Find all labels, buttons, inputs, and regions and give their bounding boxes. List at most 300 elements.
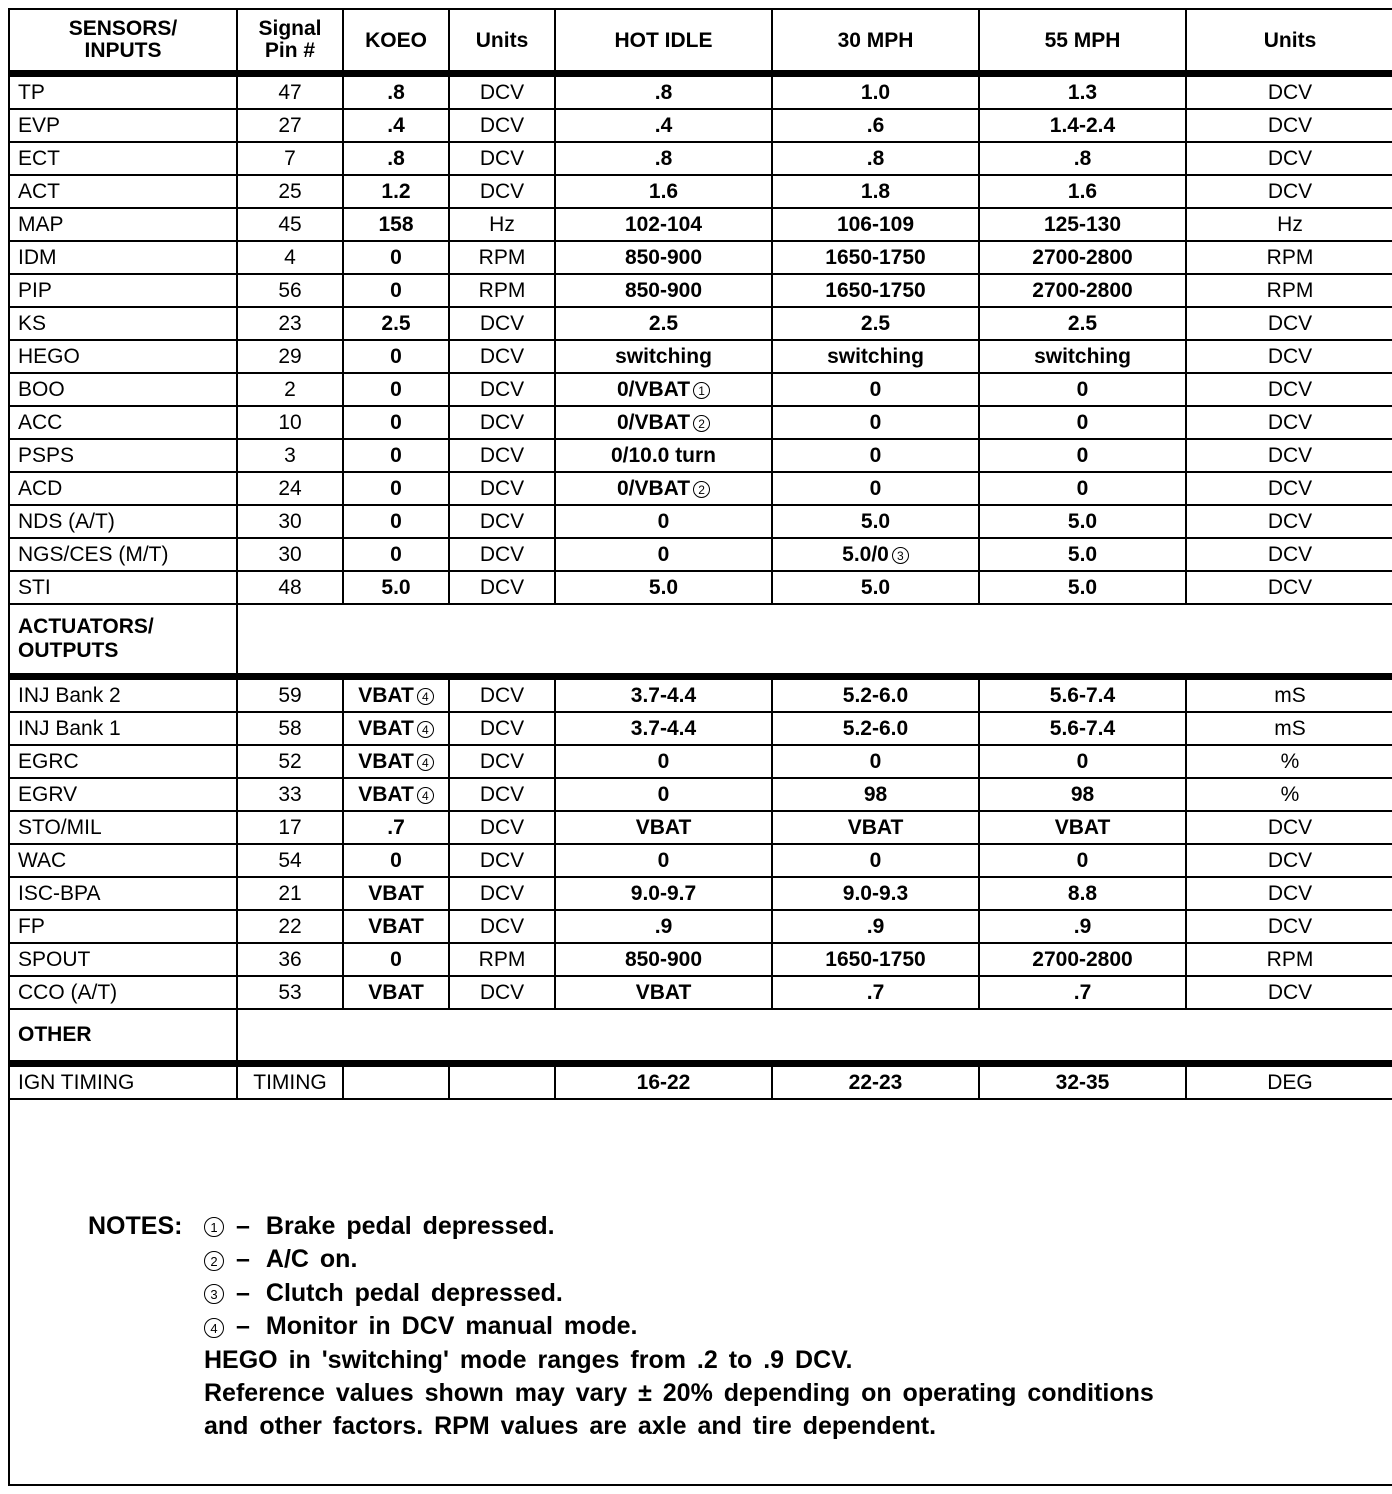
mph-30-cell-text: 0 [869,411,882,434]
header-55-mph: 55 MPH [979,9,1186,74]
units-2-cell-text: DCV [1267,147,1313,170]
units-cell-text: DCV [479,147,525,170]
hot-idle-cell [555,745,772,778]
mph-30-cell [772,109,979,142]
name-cell [9,712,237,745]
note-line [88,1344,1154,1377]
koeo-cell-text: .8 [387,147,405,170]
mph-30-cell [772,1064,979,1100]
hot-idle-cell-text: 5.0 [648,576,679,599]
koeo-cell [343,439,449,472]
units-2-cell-text: % [1280,783,1300,806]
mph-55-cell-text: 125-130 [1043,213,1122,236]
hot-idle-cell-text: 9.0-9.7 [630,882,697,905]
mph-55-cell-text: switching [1034,345,1131,368]
units-cell-text: RPM [478,279,526,302]
header-30-mph: 30 MPH [772,9,979,74]
pin-cell-text: 30 [278,543,302,566]
koeo-cell [343,340,449,373]
koeo-cell-text: 0 [390,279,402,302]
mph-55-cell-text: 0 [1076,444,1089,467]
mph-30-cell [772,373,979,406]
pin-cell [237,571,343,604]
mph-55-cell [979,910,1186,943]
pin-cell-text: 59 [278,684,302,707]
name-cell [9,505,237,538]
mph-55-cell [979,943,1186,976]
units-2-cell-text: DCV [1267,378,1313,401]
koeo-cell-text: VBAT [368,981,424,1004]
units-2-cell [1186,208,1392,241]
table-row [9,307,1392,340]
hot-idle-cell [555,910,772,943]
reference-values-sheet [8,8,1392,1486]
hot-idle-cell [555,844,772,877]
name-cell-text: IGN TIMING [18,1071,135,1094]
koeo-cell [343,712,449,745]
other-section-title-line: OTHER [18,1023,92,1046]
mph-30-cell-text: .9 [866,915,885,938]
units-cell-text: DCV [479,915,525,938]
mph-55-cell [979,811,1186,844]
note-marker-4-icon: 4 [417,688,434,705]
pin-cell-text: 48 [278,576,302,599]
mph-55-cell [979,844,1186,877]
koeo-cell [343,109,449,142]
note-line [88,1410,1154,1443]
name-cell-text: STO/MIL [18,816,102,839]
name-cell [9,677,237,713]
hot-idle-cell [555,373,772,406]
units-cell-text: DCV [479,114,525,137]
header-signal-line2: Pin # [264,39,316,62]
units-cell-text: DCV [479,717,525,740]
koeo-cell-text: 0 [390,411,402,434]
units-cell-text: DCV [479,543,525,566]
hot-idle-cell-text: 0/VBAT [616,477,691,500]
name-cell [9,910,237,943]
units-cell [449,943,555,976]
mph-55-cell [979,538,1186,571]
pin-cell [237,778,343,811]
units-2-cell-text: RPM [1266,279,1314,302]
units-2-cell [1186,175,1392,208]
mph-30-cell-text: 5.2-6.0 [842,684,909,707]
koeo-cell [343,505,449,538]
mph-55-cell [979,406,1186,439]
mph-30-cell-text: 0 [869,750,882,773]
mph-30-cell-text: 106-109 [836,213,915,236]
units-2-cell [1186,439,1392,472]
table-row [9,175,1392,208]
mph-30-cell [772,74,979,110]
pin-cell [237,142,343,175]
name-cell-text: NDS (A/T) [18,510,115,533]
pin-cell-text: 3 [284,444,296,467]
name-cell-text: HEGO [18,345,80,368]
units-cell [449,745,555,778]
note-line-text: HEGO in 'switching' mode ranges from .2 to .9 DCV. [204,1345,853,1374]
mph-30-cell-text: 1.8 [860,180,891,203]
name-cell [9,175,237,208]
hot-idle-cell [555,943,772,976]
mph-30-cell-text: 2.5 [860,312,891,335]
koeo-cell-text: 5.0 [381,576,411,599]
pin-cell-text: 17 [278,816,302,839]
note-dash: – [236,1312,250,1341]
header-sensors [9,9,237,74]
name-cell-text: EGRV [18,783,78,806]
name-cell-text: IDM [18,246,57,269]
name-cell-text: ACD [18,477,63,500]
units-cell [449,208,555,241]
units-2-cell-text: RPM [1266,948,1314,971]
table-row [9,877,1392,910]
name-cell-text: STI [18,576,51,599]
name-cell-text: EGRC [18,750,79,773]
koeo-cell-text: 0 [390,543,402,566]
units-2-cell [1186,811,1392,844]
mph-30-cell [772,175,979,208]
hot-idle-cell [555,976,772,1009]
hot-idle-cell [555,274,772,307]
name-cell [9,1064,237,1100]
pin-cell [237,844,343,877]
mph-30-cell-text: 5.0 [860,576,891,599]
units-2-cell [1186,373,1392,406]
units-cell [449,340,555,373]
koeo-cell-text: .8 [387,81,405,104]
pin-cell-text: 23 [278,312,302,335]
koeo-cell [343,538,449,571]
koeo-cell-text: .7 [387,816,405,839]
units-2-cell-text: DCV [1267,510,1313,533]
mph-30-cell [772,811,979,844]
koeo-cell-text: 0 [390,510,402,533]
name-cell [9,472,237,505]
mph-30-cell [772,439,979,472]
hot-idle-cell-text: 850-900 [624,948,703,971]
mph-30-cell-text: 1650-1750 [825,948,926,971]
mph-55-cell-text: 8.8 [1067,882,1098,905]
name-cell-text: ECT [18,147,60,170]
hot-idle-cell [555,505,772,538]
mph-55-cell [979,745,1186,778]
units-2-cell [1186,712,1392,745]
hot-idle-cell [555,472,772,505]
units-2-cell-text: DCV [1267,114,1313,137]
other-section-title [9,1009,237,1064]
units-cell [449,505,555,538]
hot-idle-cell-text: 0 [657,750,670,773]
koeo-cell [343,373,449,406]
pin-cell [237,811,343,844]
units-2-cell-text: DCV [1267,915,1313,938]
hot-idle-cell-text: .4 [654,114,673,137]
pin-cell-text: 56 [278,279,302,302]
note-dash: – [236,1245,250,1274]
hot-idle-cell [555,208,772,241]
table-body [9,9,1392,1099]
mph-30-cell-text: 5.2-6.0 [842,717,909,740]
pin-cell [237,538,343,571]
units-2-cell [1186,877,1392,910]
units-2-cell-text: DCV [1267,345,1313,368]
units-2-cell-text: DCV [1267,981,1313,1004]
mph-55-cell [979,274,1186,307]
note-line [88,1377,1154,1410]
units-2-cell [1186,406,1392,439]
note-dash: – [236,1278,250,1307]
note-row [88,1277,1154,1310]
table-row [9,571,1392,604]
table-row [9,406,1392,439]
mph-55-cell [979,976,1186,1009]
mph-55-cell-text: 2700-2800 [1032,246,1133,269]
hot-idle-cell [555,571,772,604]
mph-55-cell-text: 2.5 [1067,312,1098,335]
mph-55-cell-text: 0 [1076,750,1089,773]
pin-cell [237,439,343,472]
koeo-cell [343,976,449,1009]
units-2-cell [1186,745,1392,778]
mph-30-cell [772,778,979,811]
koeo-cell [343,241,449,274]
units-2-cell-text: DCV [1267,477,1313,500]
units-cell-text: RPM [478,246,526,269]
koeo-cell [343,778,449,811]
name-cell [9,340,237,373]
koeo-cell-text: 0 [390,444,402,467]
units-cell-text: DCV [479,783,525,806]
name-cell-text: WAC [18,849,67,872]
hot-idle-cell [555,241,772,274]
note-marker-4-icon: 4 [417,754,434,771]
mph-30-cell [772,745,979,778]
hot-idle-cell [555,175,772,208]
mph-30-cell-text: 1650-1750 [825,279,926,302]
pin-cell [237,406,343,439]
mph-30-cell [772,677,979,713]
pin-cell-text: 30 [278,510,302,533]
pin-cell [237,241,343,274]
hot-idle-cell-text: .8 [654,147,673,170]
other-section-blank [237,1009,1392,1064]
name-cell [9,142,237,175]
mph-55-cell-text: 5.6-7.4 [1049,717,1116,740]
pin-cell-text: 4 [284,246,296,269]
table-row [9,910,1392,943]
units-cell-text: DCV [479,81,525,104]
koeo-cell-text: 2.5 [381,312,411,335]
mph-55-cell-text: 0 [1076,477,1089,500]
actuators-section-blank [237,604,1392,677]
units-cell [449,1064,555,1100]
name-cell-text: PSPS [18,444,75,467]
mph-55-cell [979,208,1186,241]
units-cell [449,74,555,110]
units-cell [449,571,555,604]
mph-55-cell [979,505,1186,538]
hot-idle-cell-text: 0 [657,783,670,806]
pin-cell-text: 53 [278,981,302,1004]
units-cell-text: DCV [479,444,525,467]
mph-30-cell-text: 0 [869,849,882,872]
koeo-cell-text: VBAT [358,684,414,707]
header-sensors-line2: INPUTS [84,39,162,62]
units-cell [449,109,555,142]
units-cell [449,712,555,745]
hot-idle-cell-text: VBAT [635,816,692,839]
name-cell-text: INJ Bank 2 [18,684,121,707]
mph-55-cell [979,778,1186,811]
units-cell [449,910,555,943]
pin-cell-text: 36 [278,948,302,971]
mph-30-cell [772,142,979,175]
units-2-cell [1186,571,1392,604]
units-2-cell-text: Hz [1277,213,1303,236]
table-row [9,241,1392,274]
pin-cell [237,274,343,307]
mph-30-cell [772,472,979,505]
hot-idle-cell-text: 0 [657,543,670,566]
koeo-cell-text: VBAT [358,717,414,740]
units-cell-text: DCV [479,981,525,1004]
mph-30-cell-text: 0 [869,477,882,500]
header-row [9,9,1392,74]
mph-30-cell [772,712,979,745]
hot-idle-cell-text: 102-104 [624,213,703,236]
hot-idle-cell [555,538,772,571]
mph-30-cell [772,208,979,241]
koeo-cell-text: VBAT [358,750,414,773]
hot-idle-cell-text: 0/VBAT [616,411,691,434]
koeo-cell [343,811,449,844]
mph-30-cell-text: switching [827,345,924,368]
units-2-cell-text: % [1280,750,1300,773]
mph-55-cell [979,142,1186,175]
pin-cell-text: 52 [278,750,302,773]
units-cell [449,976,555,1009]
mph-30-cell [772,406,979,439]
mph-30-cell-text: 22-23 [848,1071,903,1094]
pin-cell [237,712,343,745]
other-section-row [9,1009,1392,1064]
note-row [88,1210,1154,1243]
mph-30-cell-text: 9.0-9.3 [842,882,909,905]
koeo-cell [343,910,449,943]
mph-30-cell-text: VBAT [847,816,904,839]
mph-30-cell [772,274,979,307]
koeo-cell [343,1064,449,1100]
koeo-cell [343,142,449,175]
note-marker-4-icon: 4 [417,787,434,804]
koeo-cell-text: 0 [390,948,402,971]
units-2-cell [1186,109,1392,142]
mph-55-cell [979,307,1186,340]
units-2-cell [1186,74,1392,110]
note-row [88,1310,1154,1343]
units-2-cell [1186,538,1392,571]
units-cell-text: DCV [479,477,525,500]
pin-cell-text: 24 [278,477,302,500]
mph-30-cell-text: 0 [869,444,882,467]
header-units: Units [449,9,555,74]
table-row [9,109,1392,142]
mph-55-cell-text: 2700-2800 [1032,948,1133,971]
units-cell-text: RPM [478,948,526,971]
name-cell-text: CCO (A/T) [18,981,118,1004]
table-row [9,439,1392,472]
koeo-cell [343,943,449,976]
koeo-cell-text: .4 [387,114,405,137]
pin-cell [237,74,343,110]
note-text: Monitor in DCV manual mode. [265,1312,638,1341]
mph-55-cell [979,712,1186,745]
units-2-cell-text: RPM [1266,246,1314,269]
mph-55-cell-text: 0 [1076,378,1089,401]
mph-55-cell-text: 5.0 [1067,576,1098,599]
pin-cell-text: 54 [278,849,302,872]
units-cell [449,241,555,274]
name-cell [9,745,237,778]
units-cell [449,175,555,208]
koeo-cell-text: VBAT [368,882,424,905]
pin-cell-text: 58 [278,717,302,740]
header-units-2: Units [1186,9,1392,74]
pin-cell [237,373,343,406]
name-cell [9,373,237,406]
units-cell [449,877,555,910]
note-marker-2-icon: 2 [693,481,710,498]
header-hot-idle: HOT IDLE [555,9,772,74]
units-cell [449,439,555,472]
units-cell-text: DCV [479,180,525,203]
hot-idle-cell-text: 0 [657,849,670,872]
hot-idle-cell-text: 850-900 [624,246,703,269]
koeo-cell-text: 1.2 [381,180,411,203]
units-cell-text: DCV [479,312,525,335]
mph-55-cell-text: 32-35 [1055,1071,1110,1094]
name-cell-text: NGS/CES (M/T) [18,543,169,566]
hot-idle-cell-text: 3.7-4.4 [630,684,697,707]
table-row [9,505,1392,538]
mph-30-cell [772,538,979,571]
table-row [9,976,1392,1009]
header-signal-line1: Signal [258,17,322,40]
table-row [9,142,1392,175]
units-2-cell [1186,976,1392,1009]
hot-idle-cell-text: 850-900 [624,279,703,302]
pin-cell-text: 45 [278,213,302,236]
note-marker-3-icon: 3 [892,547,909,564]
name-cell [9,976,237,1009]
mph-55-cell [979,175,1186,208]
hot-idle-cell [555,406,772,439]
table-row [9,208,1392,241]
name-cell-text: TP [18,81,45,104]
hot-idle-cell-text: .9 [654,915,673,938]
units-cell-text: DCV [479,576,525,599]
mph-55-cell [979,241,1186,274]
pin-cell [237,109,343,142]
mph-30-cell-text: 1650-1750 [825,246,926,269]
mph-30-cell [772,877,979,910]
hot-idle-cell [555,677,772,713]
koeo-cell [343,844,449,877]
name-cell-text: MAP [18,213,64,236]
mph-55-cell [979,340,1186,373]
